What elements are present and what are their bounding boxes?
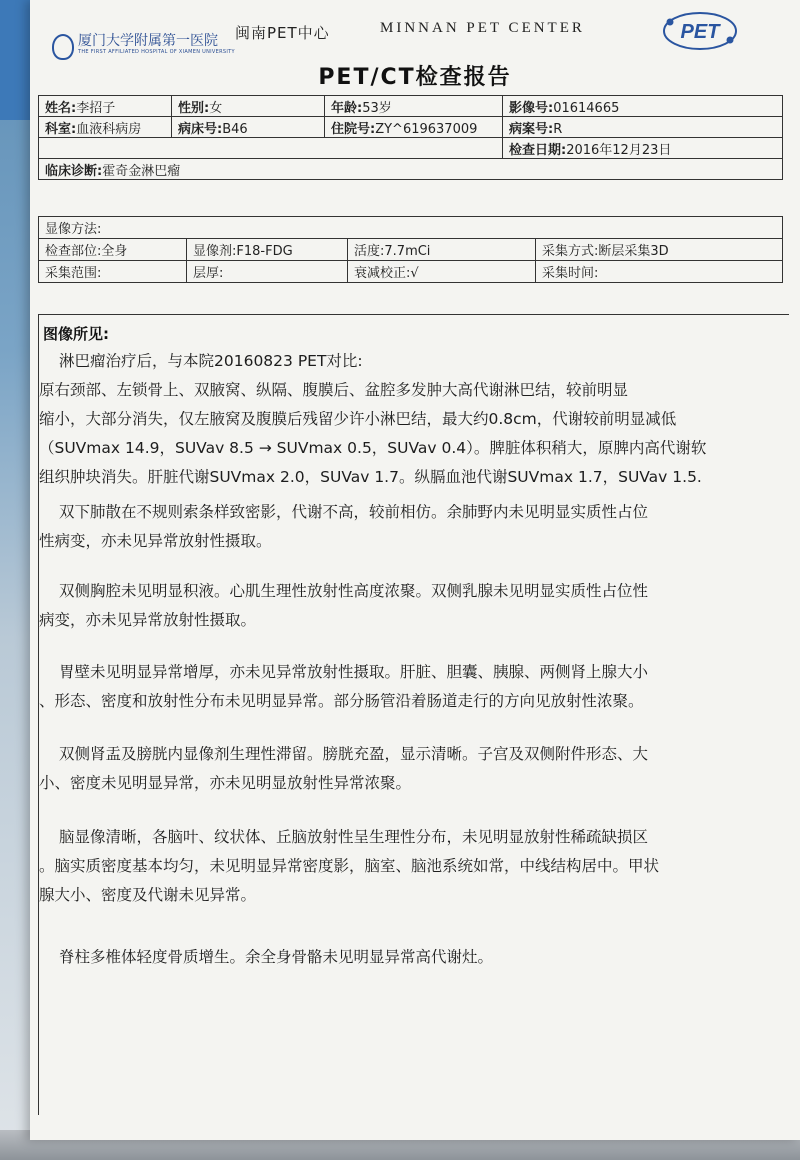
patient-info-table (38, 95, 783, 180)
hospital-name-en: THE FIRST AFFILIATED HOSPITAL OF XIAMEN UNIVERSITY (78, 49, 235, 55)
findings-line: 原右颈部、左锁骨上、双腋窝、纵隔、腹膜后、盆腔多发肿大高代谢淋巴结，较前明显 (39, 381, 629, 399)
pet-logo-icon (660, 8, 740, 54)
record-cell: 病案号:R (503, 117, 783, 138)
hospital-logo (52, 30, 242, 60)
center-name-cn: 闽南PET中心 (235, 24, 330, 42)
pet-logo-text: PET (680, 21, 720, 43)
findings-line: 双侧肾盂及膀胱内显像剂生理性滞留。膀胱充盈，显示清晰。子宫及双侧附件形态、大 (59, 745, 649, 763)
findings-line: 缩小，大部分消失，仅左腋窝及腹膜后残留少许小淋巴结，最大约0.8cm，代谢较前明显减低 (39, 410, 677, 428)
table-row (39, 159, 783, 180)
findings-line: 腺大小、密度及代谢未见异常。 (39, 886, 257, 904)
mode-cell: 采集方式:断层采集3D (536, 239, 783, 261)
university-emblem-icon (52, 34, 74, 60)
agent-cell: 显像剂:F18-FDG (187, 239, 348, 261)
table-row (39, 239, 783, 261)
diagnosis-cell: 临床诊断:霍奇金淋巴瘤 (39, 159, 783, 180)
findings-line: 。脑实质密度基本均匀，未见明显异常密度影，脑室、脑池系统如常，中线结构居中。甲状 (39, 857, 660, 875)
findings-line: 双侧胸腔未见明显积液。心肌生理性放射性高度浓聚。双侧乳腺未见明显实质性占位性 (59, 582, 649, 600)
findings-paragraph-6 (39, 823, 779, 910)
table-row (39, 96, 783, 117)
findings-paragraph-4 (39, 658, 779, 716)
findings-paragraph-7 (39, 943, 779, 972)
findings-paragraph-1 (39, 347, 779, 492)
findings-line: 脑显像清晰，各脑叶、纹状体、丘脑放射性呈生理性分布，未见明显放射性稀疏缺损区 (59, 828, 649, 846)
name-cell: 姓名:李招子 (39, 96, 172, 117)
table-row (39, 138, 783, 159)
findings-paragraph-3 (39, 577, 779, 635)
empty-cell (39, 138, 503, 159)
findings-paragraph-2 (39, 498, 779, 556)
findings-line: 脊柱多椎体轻度骨质增生。余全身骨骼未见明显异常高代谢灶。 (59, 948, 494, 966)
findings-line: 双下肺散在不规则索条样致密影，代谢不高，较前相仿。余肺野内未见明显实质性占位 (59, 503, 649, 521)
table-row (39, 217, 783, 239)
dept-cell: 科室:血液科病房 (39, 117, 172, 138)
report-paper (30, 0, 800, 1140)
decay-cell: 衰减校正:√ (348, 261, 536, 283)
table-row (39, 261, 783, 283)
findings-line: 小、密度未见明显异常，亦未见明显放射性异常浓聚。 (39, 774, 412, 792)
method-cell: 显像方法: (39, 217, 783, 239)
findings-line: 淋巴瘤治疗后，与本院20160823 PET对比: (59, 352, 363, 370)
table-row (39, 117, 783, 138)
findings-section (38, 314, 789, 1115)
findings-line: 性病变，亦未见异常放射性摄取。 (39, 532, 272, 550)
findings-title: 图像所见: (43, 325, 109, 343)
findings-line: （SUVmax 14.9，SUVav 8.5 → SUVmax 0.5，SUVav 0.4）。脾脏体积稍大，原脾内高代谢软 (39, 439, 707, 457)
image-no-cell: 影像号:01614665 (503, 96, 783, 117)
thickness-cell: 层厚: (187, 261, 348, 283)
findings-paragraph-5 (39, 740, 779, 798)
range-cell: 采集范围: (39, 261, 187, 283)
report-title: PET/CT检查报告 (318, 65, 512, 90)
age-cell: 年龄:53岁 (325, 96, 503, 117)
findings-line: 、形态、密度和放射性分布未见明显异常。部分肠管沿着肠道走行的方向见放射性浓聚。 (39, 692, 644, 710)
findings-line: 胃壁未见明显异常增厚，亦未见异常放射性摄取。肝脏、胆囊、胰腺、两侧肾上腺大小 (59, 663, 649, 681)
activity-cell: 活度:7.7mCi (348, 239, 536, 261)
findings-line: 病变，亦未见异常放射性摄取。 (39, 611, 257, 629)
time-cell: 采集时间: (536, 261, 783, 283)
inpatient-cell: 住院号:ZY^619637009 (325, 117, 503, 138)
imaging-info-table (38, 216, 783, 283)
center-name-en: MINNAN PET CENTER (380, 20, 585, 36)
hospital-name-cn: 厦门大学附属第一医院 (78, 33, 218, 49)
exam-date-cell: 检查日期:2016年12月23日 (503, 138, 783, 159)
findings-line: 组织肿块消失。肝脏代谢SUVmax 2.0，SUVav 1.7。纵膈血池代谢SUVmax 1.7，SUVav 1.5. (39, 468, 702, 486)
site-cell: 检查部位:全身 (39, 239, 187, 261)
sex-cell: 性别:女 (172, 96, 325, 117)
bed-cell: 病床号:B46 (172, 117, 325, 138)
